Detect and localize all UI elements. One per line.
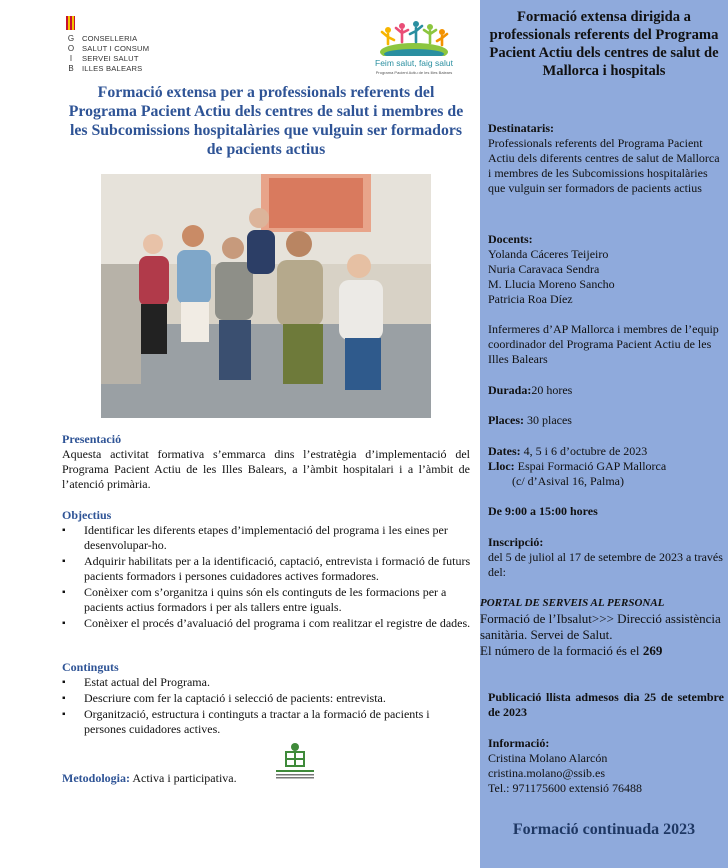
lloc-address: (c/ d’Asival 16, Palma) [512,474,624,488]
list-item: ▪ Identificar les diferents etapes d’implementació del programa i les eines per desenvolupar-ho. [62,523,472,553]
feim-salut-logo [368,14,460,80]
list-item: Patricia Roa Díez [488,292,573,306]
places-value: 30 places [523,413,572,427]
destinataris-text: Professionals referents del Programa Pacient Actiu dels diferents centres de salut de Mallorca i membres de les Subcomissions hospitalàries que vulguin ser formadors de pacients actius [488,136,720,195]
contact-email[interactable]: cristina.molano@ssib.es [488,766,606,780]
dates [488,444,724,459]
informacio-label: Informació: [488,736,550,750]
docents-list [488,247,724,307]
list-item: ▪ Organització, estructura i continguts a tractar a la formació de pacients i persones cuidadores actives. [62,707,472,737]
govern-text: CONSELLERIA SALUT I CONSUM SERVEI SALUT ILLES BALEARS [82,34,150,73]
list-item: ▪ Conèixer el procés d’avaluació del programa i com realitzar el registre de dades. [62,616,472,631]
publicacio: Publicació llista admesos dia 25 de setembre de 2023 [488,690,724,719]
contact-list [488,751,724,796]
portal-title: PORTAL DE SERVEIS AL PERSONAL [480,597,665,609]
inscripcio-label: Inscripció: [488,535,544,549]
info-sidebar [480,0,728,868]
metodologia [62,771,237,786]
destinataris-label: Destinataris: [488,121,554,135]
footer-title: Formació continuada 2023 [512,821,696,838]
govern-logo [62,12,172,78]
contact-phone: Tel.: 971175600 extensió 76488 [488,781,643,795]
list-item: ▪ Conèixer com s’organitza i quins són els continguts de les formacions per a pacients actius formadors i per als tallers entre iguals. [62,585,472,615]
horari: De 9:00 a 15:00 hores [488,504,598,518]
feim-subtitle: Programa Pacient Actiu de les Illes Balears [375,70,453,75]
people-globe-icon [376,18,452,56]
photo-illustration [101,174,431,418]
portal-number-line [480,643,728,659]
dates-value: 4, 5 i 6 d’octubre de 2023 [520,444,648,458]
durada-value: 20 hores [531,383,573,397]
contact-name: Cristina Molano Alarcón [488,751,608,765]
inscripcio-text: del 5 de juliol al 17 de setembre de 2023 a través del: [488,550,723,579]
list-item: M. Llucia Moreno Sancho [488,277,615,291]
continguts-list [62,675,472,738]
presentacio-heading: Presentació [62,432,122,446]
list-item: ▪ Estat actual del Programa. [62,675,472,690]
metodologia-value: Activa i participativa. [130,771,237,785]
portal-block [480,596,728,659]
objectius-heading: Objectius [62,508,112,522]
portal-number: 269 [642,643,663,658]
feim-slogan: Feim salut, faig salut [375,58,453,68]
list-item: ▪ Descriure com fer la captació i selecció de pacients: entrevista. [62,691,472,706]
sidebar-title: Formació extensa dirigida a professionals referents del Programa Pacient Actiu dels centres de salut de Mallorca i hospitals [489,9,719,79]
lloc-label: Lloc: [488,459,515,473]
portal-body: Formació de l’Ibsalut>>> Direcció assistència sanitària. Servei de Salut. [480,611,721,642]
list-item: Nuria Caravaca Sendra [488,262,600,276]
docents-extra: Infermeres d’AP Mallorca i membres de l’equip coordinador del Programa Pacient Actiu de les Illes Balears [488,322,719,366]
group-photo [101,174,431,418]
places-label: Places: [488,413,524,427]
lloc [488,459,724,474]
page-title: Formació extensa per a professionals referents del Programa Pacient Actiu dels centres de salut i membres de les Subcomissions hospitalàries que vulguin ser formadors de pacients actius [68,84,464,158]
presentacio-body: Aquesta activitat formativa s’emmarca dins l’estratègia d’implementació del Programa Pacient Actiu de les Illes Balears, a l’àmbit hospitalari i a l’àmbit de l’atenció primària. [62,447,470,491]
docents-label: Docents: [488,232,533,246]
places [488,413,724,428]
durada [488,383,724,398]
continguts-heading: Continguts [62,660,119,674]
flag-icon [66,16,75,30]
metodologia-label: Metodologia: [62,771,130,785]
durada-label: Durada: [488,383,532,397]
list-item: Yolanda Cáceres Teijeiro [488,247,609,261]
lloc-value: Espai Formació GAP Mallorca [514,459,667,473]
ibsalut-logo-icon [272,740,318,782]
objectius-list [62,523,472,632]
portal-number-prefix: El número de la formació és el [480,643,643,658]
dates-label: Dates: [488,444,521,458]
govern-letters: G O I B [67,34,75,73]
list-item: ▪ Adquirir habilitats per a la identificació, captació, entrevista i formació de futurs pacients formadors i persones cuidadores actives formadores. [62,554,472,584]
